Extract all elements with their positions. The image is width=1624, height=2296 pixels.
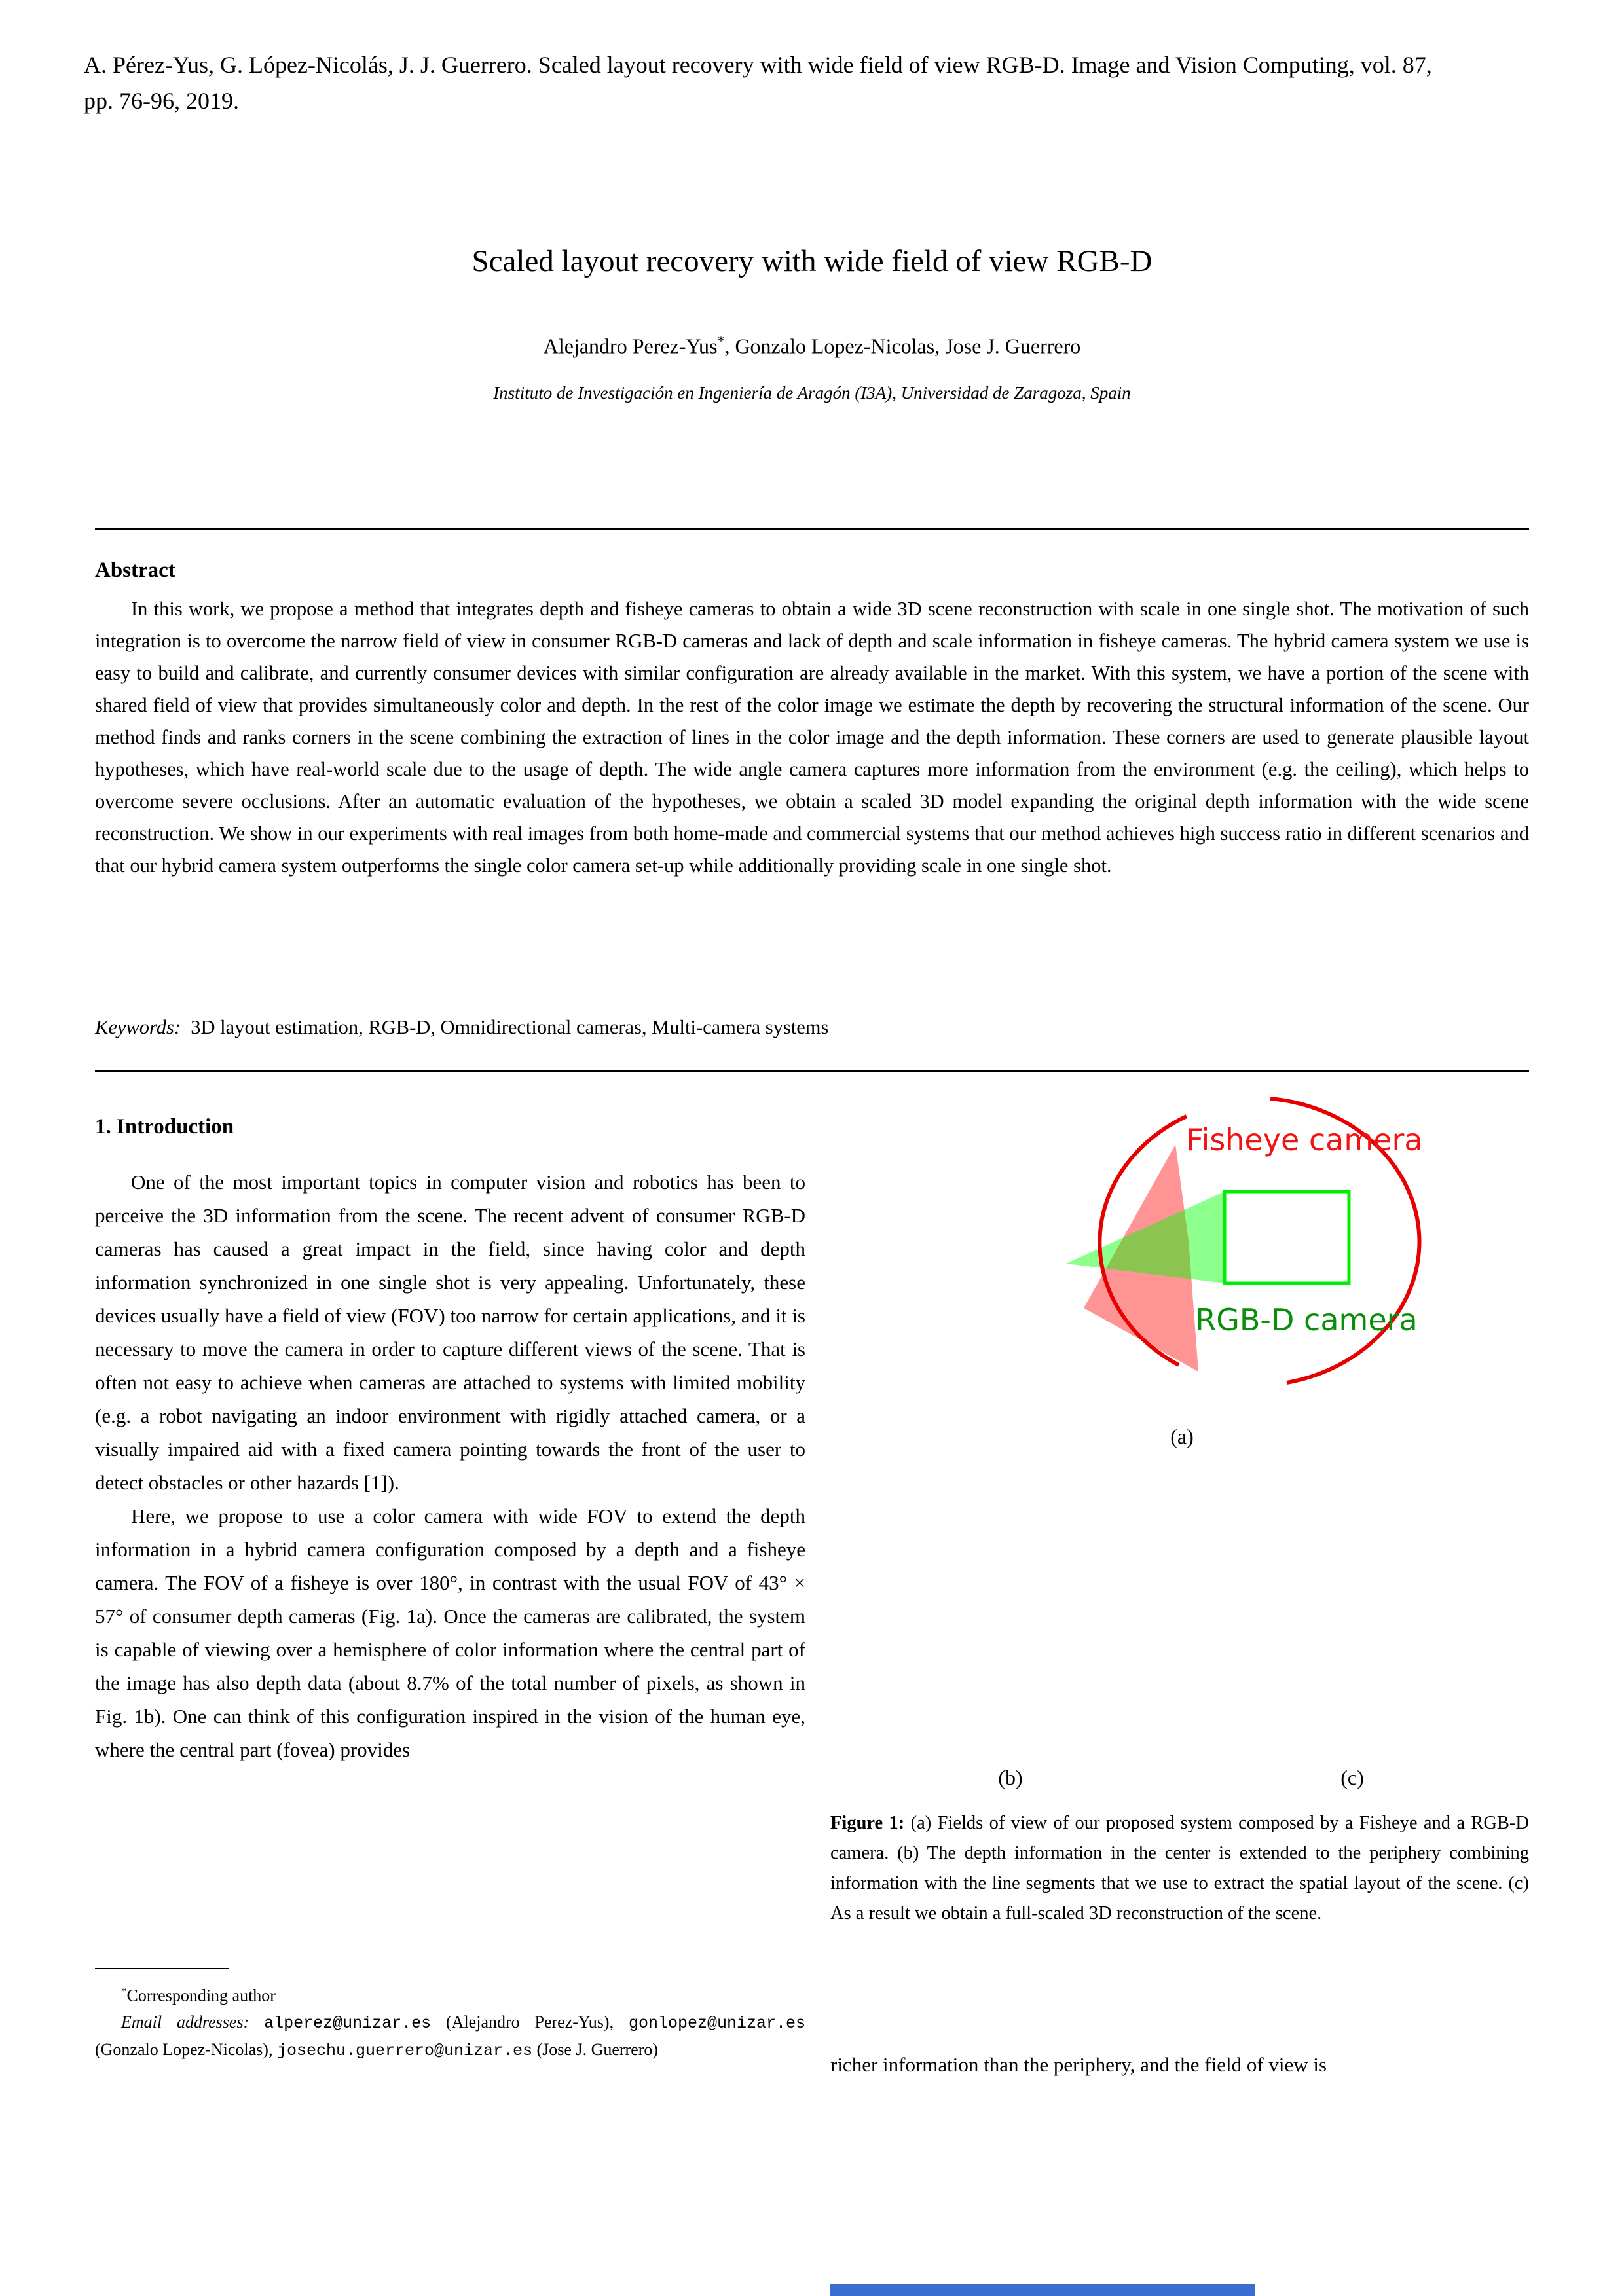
intro-continuation-line: richer information than the periphery, and the field of view is xyxy=(830,2053,1327,2076)
figure-1b-image-top-sliver xyxy=(830,2284,1255,2296)
figure-1-caption-label: Figure 1: xyxy=(830,1813,905,1833)
footnote-rule xyxy=(95,1968,229,1969)
footnote-email-label: Email addresses: xyxy=(121,2012,249,2032)
figure-sublabel-c: (c) xyxy=(1340,1766,1364,1789)
section-heading-introduction: 1. Introduction xyxy=(95,1115,234,1139)
footnote-corresponding-text: Corresponding author xyxy=(126,1986,276,2005)
footnote-email-2: gonlopez@unizar.es xyxy=(628,2013,806,2033)
keywords-list: 3D layout estimation, RGB-D, Omnidirectional cameras, Multi-camera systems xyxy=(191,1016,829,1038)
citation-header: A. Pérez-Yus, G. López-Nicolás, J. J. Guerrero. Scaled layout recovery with wide field of view RGB-D. Image and Vision Computing, vol. 87, pp. 76-96, 2019. xyxy=(84,52,1432,114)
authors-line xyxy=(0,333,1624,359)
abstract-top-rule xyxy=(95,528,1529,530)
rgbd-camera-label: RGB-D camera xyxy=(1195,1302,1418,1338)
footnote-email-3: josechu.guerrero@unizar.es xyxy=(276,2041,533,2060)
corresponding-author-marker: * xyxy=(717,333,725,349)
footnote-corresponding xyxy=(95,1978,805,2009)
footnote-emails xyxy=(95,2009,805,2064)
page-title: Scaled layout recovery with wide field of view RGB-D xyxy=(471,244,1153,278)
author-first: Alejandro Perez-Yus xyxy=(543,334,718,358)
authors-rest: , Gonzalo Lopez-Nicolas, Jose J. Guerrero xyxy=(724,334,1081,358)
keywords-line xyxy=(95,1016,1529,1039)
footnote-email-3-name: (Jose J. Guerrero) xyxy=(532,2039,659,2059)
figure-sublabel-b: (b) xyxy=(998,1766,1023,1789)
affiliation: Instituto de Investigación en Ingeniería de Aragón (I3A), Universidad de Zaragoza, Spain xyxy=(493,383,1131,403)
figure-1-caption-text: (a) Fields of view of our proposed system composed by a Fisheye and a RGB-D camera. (b) The depth information in the center is extended to the periphery combining information with the line segments that we use to extract the spatial layout of the scene. (c) As a result we obtain a full-scaled 3D reconstruction of the scene. xyxy=(830,1813,1530,1923)
abstract-body: In this work, we propose a method that integrates depth and fisheye cameras to obtain a wide 3D scene reconstruction with scale in one single shot. The motivation of such integration is to overcome the narrow field of view in consumer RGB-D cameras and lack of depth and scale information in fisheye cameras. The hybrid camera system we use is easy to build and calibrate, and currently consumer devices with similar configuration are already available in the market. With this system, we have a portion of the scene with shared field of view that provides simultaneously color and depth. In the rest of the color image we estimate the depth by recovering the structural information of the scene. Our method finds and ranks corners in the scene combining the extraction of lines in the color image and the depth information. These corners are used to generate plausible layout hypotheses, which have real-world scale due to the usage of depth. The wide angle camera captures more information from the environment (e.g. the ceiling), which helps to overcome severe occlusions. After an automatic evaluation of the hypotheses, we obtain a scaled 3D model expanding the original depth information with the wide scene reconstruction. We show in our experiments with real images from both home-made and commercial systems that our method achieves high success ratio in different scenarios and that our hybrid camera system outperforms the single color camera set-up while additionally providing scale in one single shot. xyxy=(95,598,1529,877)
keywords-label: Keywords: xyxy=(95,1016,181,1038)
figure-1a-diagram xyxy=(1022,1080,1480,1408)
left-column xyxy=(95,1115,805,1766)
footnote-email-1-name: (Alejandro Perez-Yus), xyxy=(431,2012,629,2032)
figure-sublabel-a: (a) xyxy=(1170,1425,1194,1448)
footnote-email-2-name: (Gonzalo Lopez-Nicolas), xyxy=(95,2039,277,2059)
footnote-marker: * xyxy=(121,1985,127,1997)
footnote-email-1: alperez@unizar.es xyxy=(264,2013,432,2033)
abstract-bottom-rule xyxy=(95,1070,1529,1072)
figure-1-caption xyxy=(830,1808,1529,1929)
fisheye-camera-label: Fisheye camera xyxy=(1186,1122,1423,1157)
intro-paragraph-1: One of the most important topics in computer vision and robotics has been to perceive the 3D information from the scene. The recent advent of consumer RGB-D cameras has caused a great impact in the field, since having color and depth information synchronized in one single shot is very appealing. Unfortunately, these devices usually have a field of view (FOV) too narrow for certain applications, and it is necessary to move the camera in order to capture different views of the scene. That is often not easy to achieve when cameras are attached to systems with limited mobility (e.g. a robot navigating an indoor environment with rigidly attached camera, or a visually impaired aid with a fixed camera pointing towards the front of the user to detect obstacles or other hazards [1]). xyxy=(95,1171,805,1494)
rgbd-image-rect xyxy=(1225,1192,1349,1283)
intro-paragraph-2: Here, we propose to use a color camera with wide FOV to extend the depth information in a hybrid camera configuration composed by a depth and a fisheye camera. The FOV of a fisheye is over 180°, in contrast with the usual FOV of 43° × 57° of consumer depth cameras (Fig. 1a). Once the cameras are calibrated, the system is capable of viewing over a hemisphere of color information where the central part of the image has also depth data (about 8.7% of the total number of pixels, as shown in Fig. 1b). One can think of this configuration inspired in the vision of the human eye, where the central part (fovea) provides xyxy=(95,1504,805,1761)
abstract-heading: Abstract xyxy=(95,558,175,582)
footnote xyxy=(95,1978,805,2064)
